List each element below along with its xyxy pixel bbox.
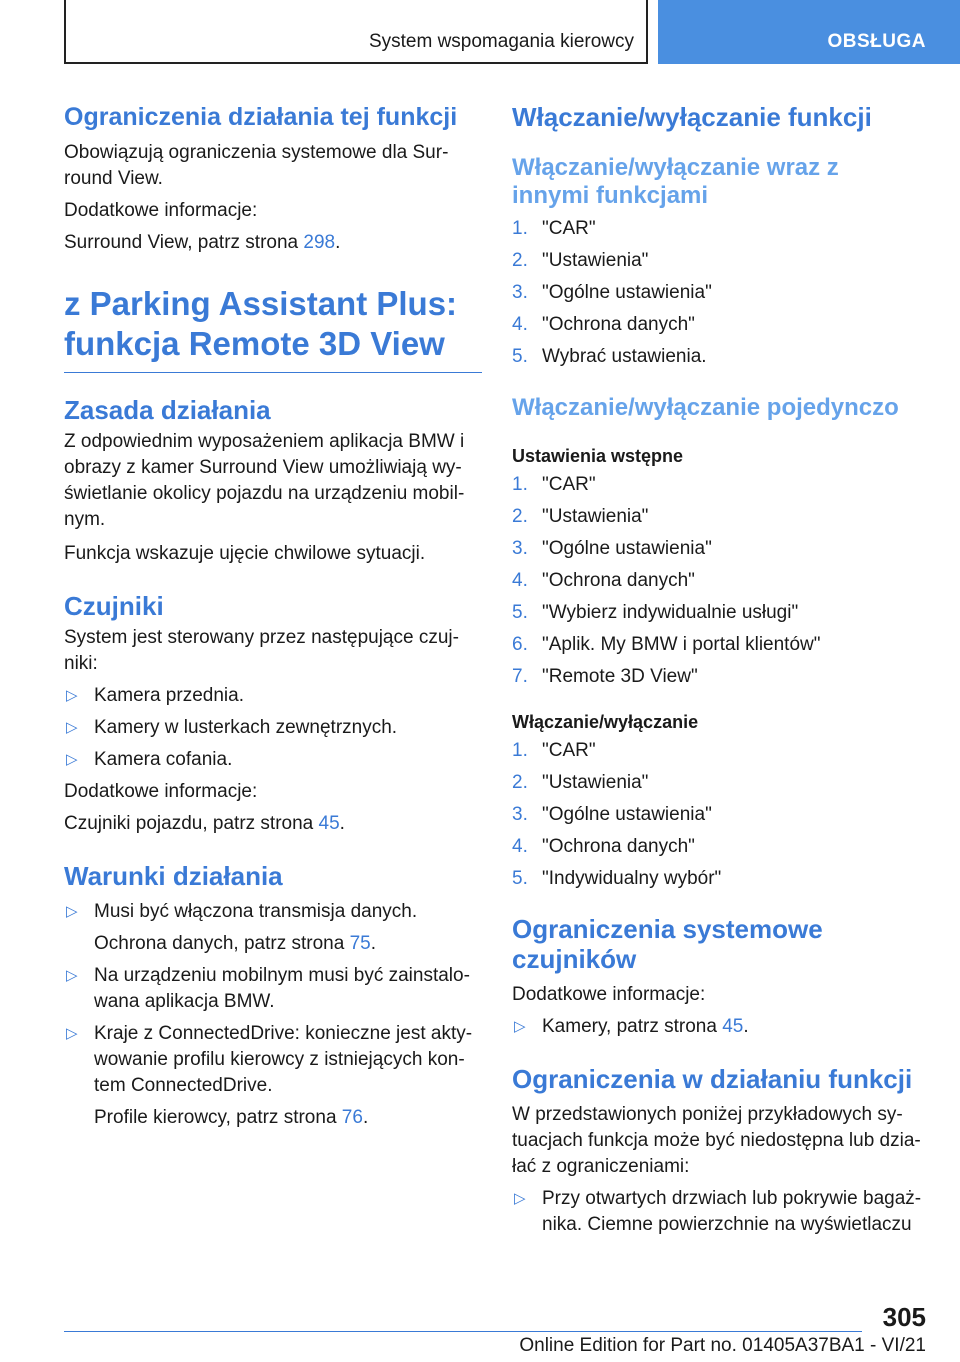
header-chapter-tab[interactable] [658,0,960,64]
header-section-box [64,0,648,64]
paragraph-principle: Z odpowiednim wyposażeniem aplikacja BMW i obrazy z kamer Surround View umożliwiają wy-świetlanie okolicy pojazdu na urządzeniu mobil-nym. [64,431,465,530]
subheading-enable-disable: Włączanie/wyłączanie [512,712,699,732]
list-item: ▷ Kamera cofania. [64,747,482,773]
triangle-bullet-icon: ▷ [66,1025,78,1042]
left-column [64,100,482,1131]
footer-edition: Online Edition for Part no. 01405A37BA1 - VI/21 [519,1335,926,1356]
heading-principle: Zasada działania [64,395,271,425]
paragraph-additional-info-2: Dodatkowe informacje: [64,781,258,802]
page-link-75[interactable]: 75 [349,933,371,954]
page-number: 305 [882,1302,926,1332]
step-item: 4. "Ochrona danych" [512,570,695,591]
heading-enable-disable: Włączanie/wyłączanie funkcji [512,102,872,132]
steps-list-3 [512,738,932,892]
page-link-45[interactable]: 45 [318,813,340,834]
paragraph-sensors: System jest sterowany przez następujące czuj-niki: [64,627,459,674]
step-item: 2. "Ustawienia" [512,250,649,271]
list-item: ▷ Na urządzeniu mobilnym musi być zainstalo-wana aplikacja BMW. [66,965,470,1012]
paragraph-additional-info: Dodatkowe informacje: [64,200,258,221]
subheading-presets: Ustawienia wstępne [512,446,684,466]
step-item: 7. "Remote 3D View" [512,666,698,687]
heading-sensor-limits: Ograniczenia systemowe czujników [512,914,823,974]
header-chapter-label: OBSŁUGA [827,31,926,52]
chapter-title-block [64,284,482,373]
triangle-bullet-icon: ▷ [66,719,78,736]
paragraph-sensors-ref: Czujniki pojazdu, patrz strona 45. [64,813,345,834]
sensor-list [64,683,482,773]
step-item: 4. "Ochrona danych" [512,836,695,857]
paragraph-surround-view-ref: Surround View, patrz strona 298. [64,232,341,253]
step-item: 5. "Wybierz indywidualnie usługi" [512,602,799,623]
list-item: ▷ Przy otwartych drzwiach lub pokrywie bagaż-nika. Ciemne powierzchnie na wyświetlaczu [514,1188,922,1235]
triangle-bullet-icon: ▷ [66,903,78,920]
right-column [512,100,932,1238]
heading-function-limits: Ograniczenia działania tej funkcji [64,103,458,131]
page-link-45-b[interactable]: 45 [722,1016,744,1037]
step-item: 2. "Ustawienia" [512,506,649,527]
step-item: 2. "Ustawienia" [512,772,649,793]
paragraph-additional-info-3: Dodatkowe informacje: [512,984,706,1005]
step-item: 1. "CAR" [512,740,596,761]
chapter-title: z Parking Assistant Plus: funkcja Remote 3D View [64,284,482,373]
triangle-bullet-icon: ▷ [66,967,78,984]
page-link-76[interactable]: 76 [341,1107,363,1128]
list-item-subref: Profile kierowcy, patrz strona 76. [94,1107,369,1128]
step-item: 5. "Indywidualny wybór" [512,868,722,889]
footer-divider [64,1331,862,1332]
list-item: ▷ Kamera przednia. [64,683,482,709]
step-item: 3. "Ogólne ustawienia" [512,804,712,825]
header-section-title: System wspomagania kierowcy [368,31,634,52]
step-item: 6. "Aplik. My BMW i portal klientów" [512,634,821,655]
list-item: ▷ Kraje z ConnectedDrive: konieczne jest akty-wowanie profilu kierowcy z istniejących kon-tem ConnectedDrive. [66,1023,473,1096]
list-item: ▷ Kamery w lusterkach zewnętrznych. [64,715,482,741]
triangle-bullet-icon: ▷ [514,1190,526,1207]
list-item-subref: Ochrona danych, patrz strona 75. [94,933,377,954]
triangle-bullet-icon: ▷ [514,1018,526,1035]
step-item: 5. Wybrać ustawienia. [512,346,707,367]
page-link-298[interactable]: 298 [303,232,336,253]
paragraph-restrictions: W przedstawionych poniżej przykładowych sy-tuacjach funkcja może być niedostępna lub dzia-łać z ograniczeniami: [512,1104,921,1177]
heading-conditions: Warunki działania [64,861,283,891]
heading-enable-individually: Włączanie/wyłączanie pojedynczo [512,394,899,421]
conditions-list [64,899,482,1131]
paragraph-system-limits: Obowiązują ograniczenia systemowe dla Sur-round View. [64,142,449,189]
paragraph-snapshot: Funkcja wskazuje ujęcie chwilowe sytuacji. [64,543,426,564]
list-item: ▷ Musi być włączona transmisja danych. [64,899,482,925]
heading-function-restrictions: Ograniczenia w działaniu funkcji [512,1064,913,1094]
list-item: ▷ Kamery, patrz strona 45. [512,1014,932,1040]
steps-list-1 [512,216,932,370]
step-item: 3. "Ogólne ustawienia" [512,282,712,303]
step-item: 4. "Ochrona danych" [512,314,695,335]
step-item: 1. "CAR" [512,218,596,239]
heading-sensors: Czujniki [64,591,164,621]
heading-enable-with-others: Włączanie/wyłączanie wraz z innymi funkcjami [512,154,839,209]
step-item: 1. "CAR" [512,474,596,495]
steps-list-2 [512,472,932,690]
step-item: 3. "Ogólne ustawienia" [512,538,712,559]
triangle-bullet-icon: ▷ [66,687,78,704]
triangle-bullet-icon: ▷ [66,751,78,768]
